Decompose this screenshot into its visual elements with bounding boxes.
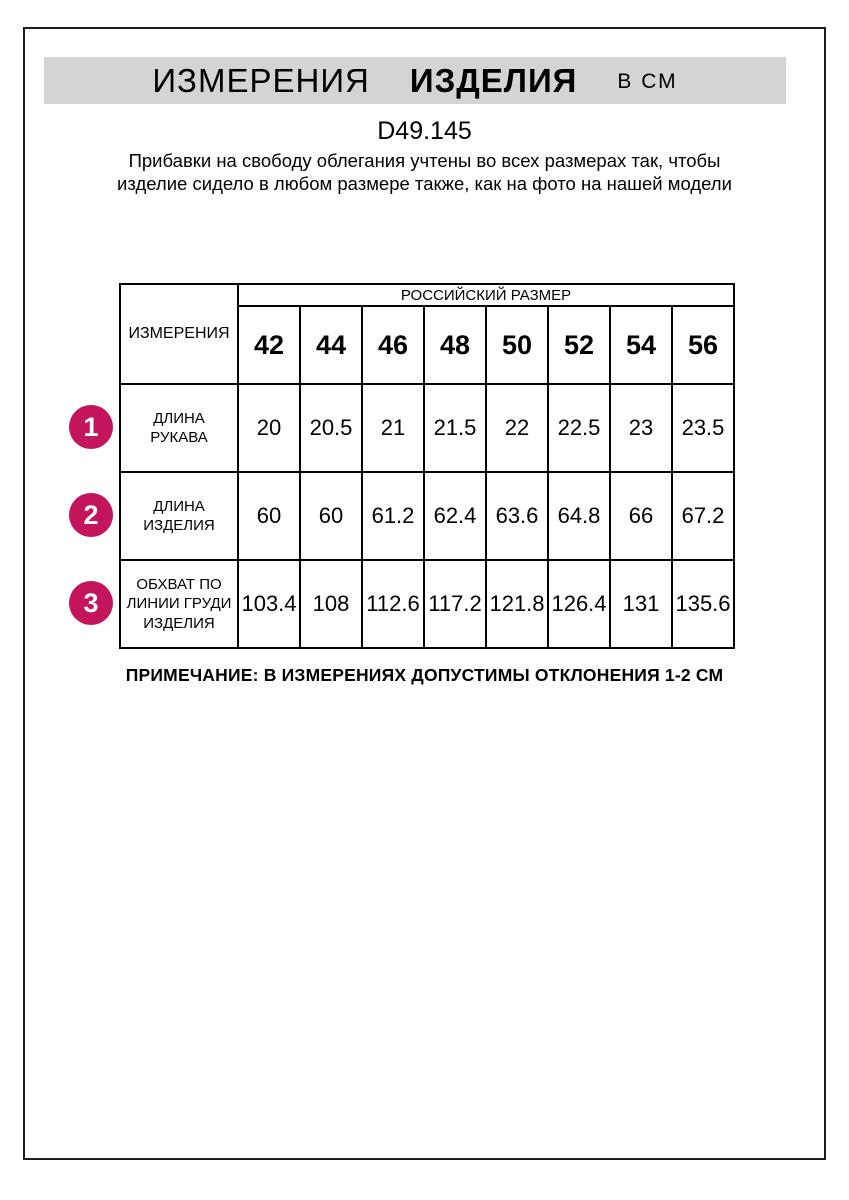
cell-value: 21 (362, 384, 424, 472)
size-group-row (120, 284, 734, 306)
cell-value: 23.5 (672, 384, 734, 472)
cell-value: 63.6 (486, 472, 548, 560)
cell-value: 62.4 (424, 472, 486, 560)
cell-value: 126.4 (548, 560, 610, 648)
size-header: 44 (300, 306, 362, 384)
cell-value: 20.5 (300, 384, 362, 472)
row-label: ДЛИНА ИЗДЕЛИЯ (120, 472, 238, 560)
table-row-product-length (120, 472, 734, 560)
size-header: 54 (610, 306, 672, 384)
cell-value: 121.8 (486, 560, 548, 648)
size-header: 42 (238, 306, 300, 384)
table-row-chest-girth (120, 560, 734, 648)
row-badge-1: 1 (69, 405, 113, 449)
size-header: 56 (672, 306, 734, 384)
size-group-header: РОССИЙСКИЙ РАЗМЕР (238, 284, 734, 306)
cell-value: 135.6 (672, 560, 734, 648)
size-header: 46 (362, 306, 424, 384)
cell-value: 66 (610, 472, 672, 560)
title-product: ИЗДЕЛИЯ (409, 61, 578, 99)
row-badge-2: 2 (69, 493, 113, 537)
page-frame (23, 27, 826, 1160)
tolerance-note: ПРИМЕЧАНИЕ: В ИЗМЕРЕНИЯХ ДОПУСТИМЫ ОТКЛОНЕНИЯ 1-2 СМ (125, 665, 724, 685)
cell-value: 67.2 (672, 472, 734, 560)
title-unit-cm: В СМ (617, 70, 678, 93)
cell-value: 21.5 (424, 384, 486, 472)
cell-value: 60 (300, 472, 362, 560)
cell-value: 20 (238, 384, 300, 472)
row-label: ОБХВАТ ПО ЛИНИИ ГРУДИ ИЗДЕЛИЯ (120, 560, 238, 648)
model-code: D49.145 (377, 117, 472, 145)
row-label: ДЛИНА РУКАВА (120, 384, 238, 472)
cell-value: 64.8 (548, 472, 610, 560)
title-measurements: ИЗМЕРЕНИЯ (152, 61, 370, 99)
table-row-sleeve-length (120, 384, 734, 472)
row-badge-3: 3 (69, 581, 113, 625)
size-header: 50 (486, 306, 548, 384)
size-header: 48 (424, 306, 486, 384)
cell-value: 103.4 (238, 560, 300, 648)
cell-value: 61.2 (362, 472, 424, 560)
cell-value: 60 (238, 472, 300, 560)
cell-value: 108 (300, 560, 362, 648)
size-table (119, 283, 735, 649)
size-header: 52 (548, 306, 610, 384)
cell-value: 23 (610, 384, 672, 472)
cell-value: 131 (610, 560, 672, 648)
fit-description: Прибавки на свободу облегания учтены во всех размерах так, чтобы изделие сидело в любом размере также, как на фото на нашей модели (117, 150, 732, 195)
size-table-section (69, 283, 735, 649)
corner-header: ИЗМЕРЕНИЯ (120, 284, 238, 384)
cell-value: 22.5 (548, 384, 610, 472)
cell-value: 117.2 (424, 560, 486, 648)
title-bar (44, 57, 786, 104)
cell-value: 112.6 (362, 560, 424, 648)
cell-value: 22 (486, 384, 548, 472)
